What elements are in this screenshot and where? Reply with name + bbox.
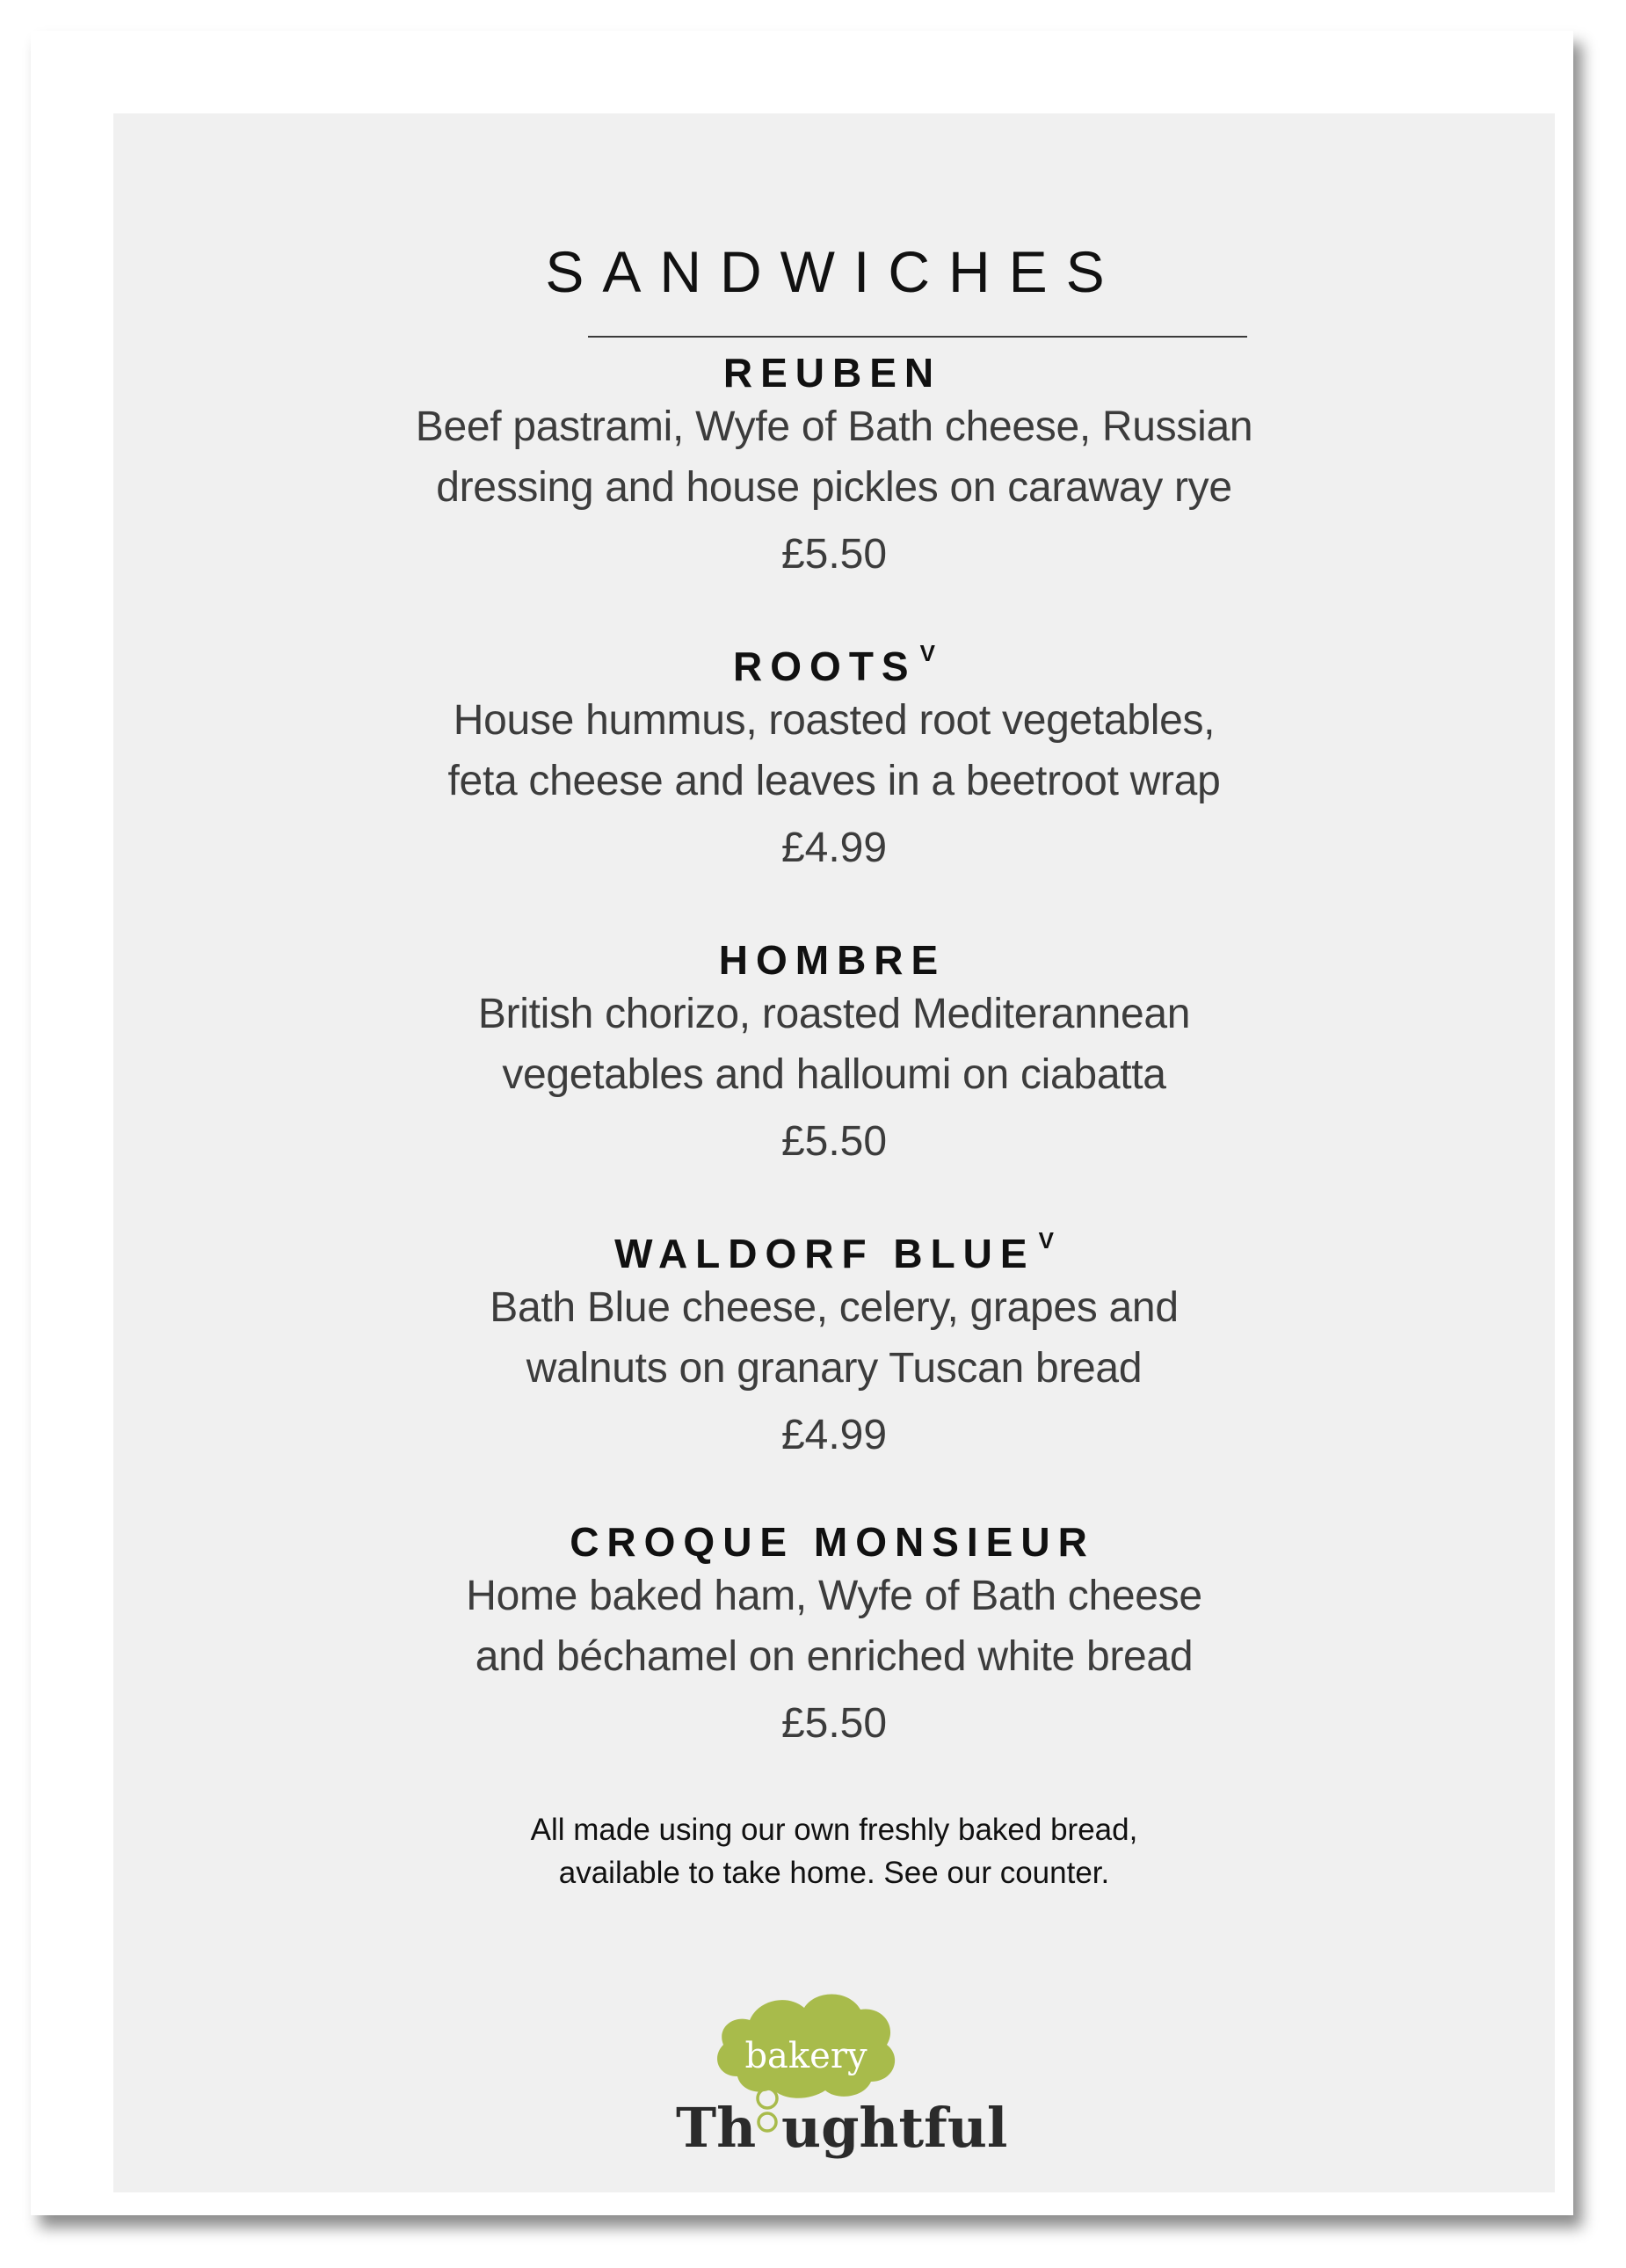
item-price: £4.99	[780, 825, 888, 871]
footnote-line: available to take home. See our counter.	[558, 1856, 1110, 1890]
item-name	[113, 920, 1555, 983]
item-name	[113, 1502, 1555, 1565]
item-description	[113, 1566, 1555, 1687]
logo-badge-text: bakery	[744, 2036, 867, 2076]
item-description-line: vegetables and halloumi on ciabatta	[502, 1051, 1166, 1098]
logo-o-upper	[758, 2089, 777, 2108]
item-description	[113, 1277, 1555, 1399]
item-description-line: and béchamel on enriched white bread	[475, 1633, 1194, 1680]
page-title: SANDWICHES	[545, 239, 1123, 304]
menu-item-roots	[113, 627, 1555, 875]
item-description	[113, 396, 1555, 518]
vegetarian-mark: V	[919, 640, 935, 666]
item-price: £5.50	[780, 1118, 888, 1165]
vegetarian-mark: V	[1038, 1227, 1054, 1254]
item-description	[113, 690, 1555, 811]
menu-item-reuben	[113, 333, 1555, 581]
item-description-line: dressing and house pickles on caraway rye	[436, 464, 1232, 511]
logo-wordmark-start: Th	[676, 2096, 757, 2160]
bakery-logo	[676, 1973, 1010, 2175]
item-name	[113, 333, 1555, 396]
item-description	[113, 984, 1555, 1105]
item-description-line: British chorizo, roasted Mediterannean	[477, 991, 1191, 1037]
menu-item-waldorf-blue	[113, 1214, 1555, 1462]
menu-item-croque-monsieur	[113, 1502, 1555, 1750]
item-description-line: walnuts on granary Tuscan bread	[526, 1345, 1143, 1392]
item-name-text: WALDORF BLUE	[614, 1231, 1035, 1276]
item-name-text: CROQUE MONSIEUR	[570, 1519, 1095, 1565]
footnote-line: All made using our own freshly baked bread,	[530, 1813, 1138, 1847]
item-name-text: HOMBRE	[718, 937, 947, 983]
footnote	[113, 1808, 1555, 1894]
logo-wordmark-end: ughtful	[781, 2096, 1008, 2160]
item-name	[113, 1214, 1555, 1276]
item-price: £5.50	[780, 1700, 888, 1747]
item-name-text: ROOTS	[733, 643, 917, 689]
item-price: £4.99	[780, 1412, 888, 1458]
stacked-o-mark	[758, 2089, 777, 2131]
item-name	[113, 627, 1555, 689]
cloud-badge	[717, 1995, 895, 2098]
item-description-line: House hummus, roasted root vegetables,	[453, 697, 1216, 744]
item-name-text: REUBEN	[722, 350, 942, 396]
logo-o-lower	[759, 2113, 776, 2131]
item-description-line: Home baked ham, Wyfe of Bath cheese	[466, 1573, 1202, 1619]
item-description-line: Bath Blue cheese, celery, grapes and	[490, 1284, 1179, 1331]
item-price: £5.50	[780, 531, 888, 578]
menu-item-hombre	[113, 920, 1555, 1168]
item-description-line: feta cheese and leaves in a beetroot wrap	[447, 758, 1221, 804]
item-description-line: Beef pastrami, Wyfe of Bath cheese, Russian	[415, 403, 1253, 450]
menu-panel	[113, 113, 1555, 2192]
menu-sheet	[31, 31, 1573, 2215]
